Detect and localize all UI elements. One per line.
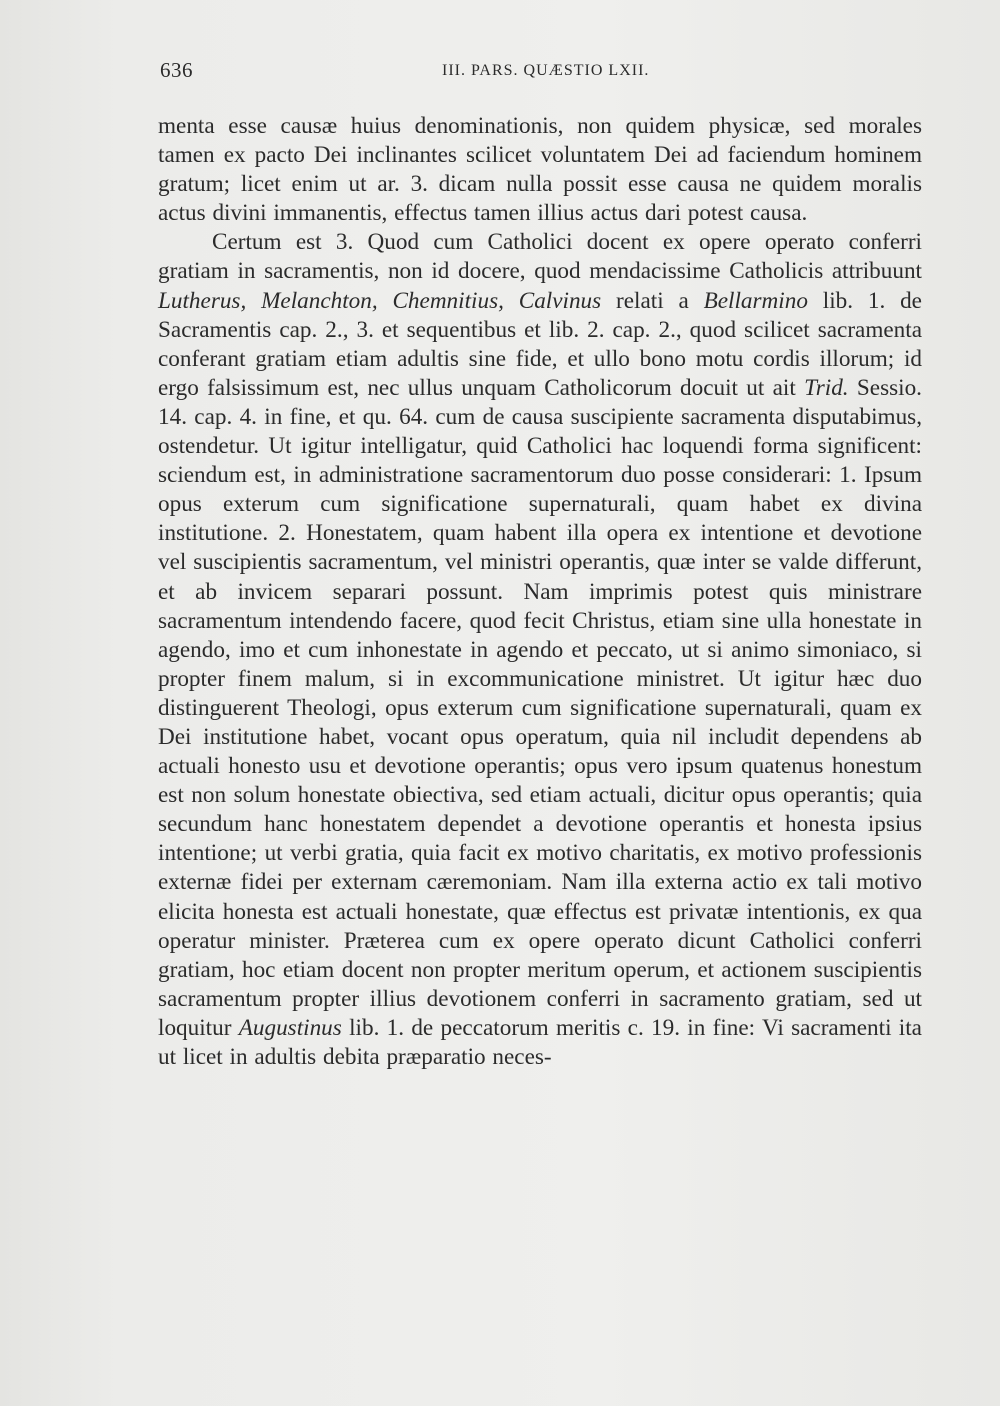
italic-name: Augustinus bbox=[238, 1014, 342, 1041]
text-run: relati a bbox=[601, 287, 704, 314]
italic-name: Lutherus, Melanchton, Chemnitius, Calvinus bbox=[158, 287, 602, 314]
page-header bbox=[160, 58, 920, 88]
paragraph bbox=[158, 228, 922, 1072]
italic-name: Trid. bbox=[804, 374, 849, 401]
paragraph bbox=[158, 112, 922, 228]
text-run: lib. 1. de peccatorum meritis c. 19. in fine: Vi sacramenti ita ut licet in adultis debita præparatio neces- bbox=[158, 1014, 922, 1070]
italic-name: Bellarmino bbox=[703, 287, 808, 314]
body-text bbox=[158, 112, 922, 1072]
text-run: menta esse causæ huius denominationis, non quidem physicæ, sed morales tamen ex pacto Dei inclinantes scilicet voluntatem Dei ad faciendum hominem gratum; licet enim ut ar. 3. dicam nulla possit esse causa ne quidem moralis actus divini immanentis, effectus tamen illius actus dari potest causa. bbox=[158, 113, 922, 227]
text-run: Certum est 3. Quod cum Catholici docent ex opere operato conferri gratiam in sacramentis, non id docere, quod mendacissime Catholicis attribuunt bbox=[158, 229, 922, 285]
text-run: lib. 1. de Sacramentis cap. 2., 3. et sequentibus et lib. 2. cap. 2., quod scilicet sacramenta conferant gratiam etiam adultis sine fide, et ullo bono motu cordis illorum; id ergo falsissimum est, nec ullus unquam Catholicorum docuit ut ait bbox=[158, 287, 922, 401]
page-number: 636 bbox=[160, 58, 193, 82]
running-head: III. PARS. QUÆSTIO LXII. bbox=[442, 62, 650, 79]
text-run: Sessio. 14. cap. 4. in fine, et qu. 64. cum de causa suscipiente sacramenta disputabimus, ostendetur. Ut igitur intelligatur, quid Catholici hac loquendi forma significent: sciendum est, in administratione sacramentorum duo posse considerari: 1. Ipsum opus exterum cum significatione supernaturali, quam habet ex divina institutione. 2. Honestatem, quam habent illa opera ex intentione et devotione vel suscipientis sacramentum, vel ministri operantis, quæ inter se valde differunt, et ab invicem separari possunt. Nam imprimis potest quis ministrare sacramentum intendendo facere, quod fecit Christus, etiam sine ulla honestate in agendo, imo et cum inhonestate in agendo et peccato, ut si animo simoniaco, si propter finem malum, si in excommunicatione ministret. Ut igitur hæc duo distinguerent Theologi, opus exterum cum significatione supernaturali, quam ex Dei institutione habet, vocant opus operatum, quia nil includit dependens ab actuali honesto usu et devotione operantis; opus vero ipsum quatenus honestum est non solum honestate obiectiva, sed etiam actuali, dicitur opus operantis; quia secundum hanc honestatem dependet a devotione operantis et honesta ipsius intentione; ut verbi gratia, quia facit ex motivo charitatis, ex motivo professionis externæ fidei per externam cæremoniam. Nam illa externa actio ex tali motivo elicita honesta est actuali honestate, quæ effectus est privatæ intentionis, ex qua operatur minister. Præterea cum ex opere operato dicunt Catholici conferri gratiam, hoc etiam docent non propter meritum operum, et actionem suscipientis sacramentum propter illius devotionem conferri in sacramento gratiam, sed ut loquitur bbox=[158, 374, 922, 1041]
